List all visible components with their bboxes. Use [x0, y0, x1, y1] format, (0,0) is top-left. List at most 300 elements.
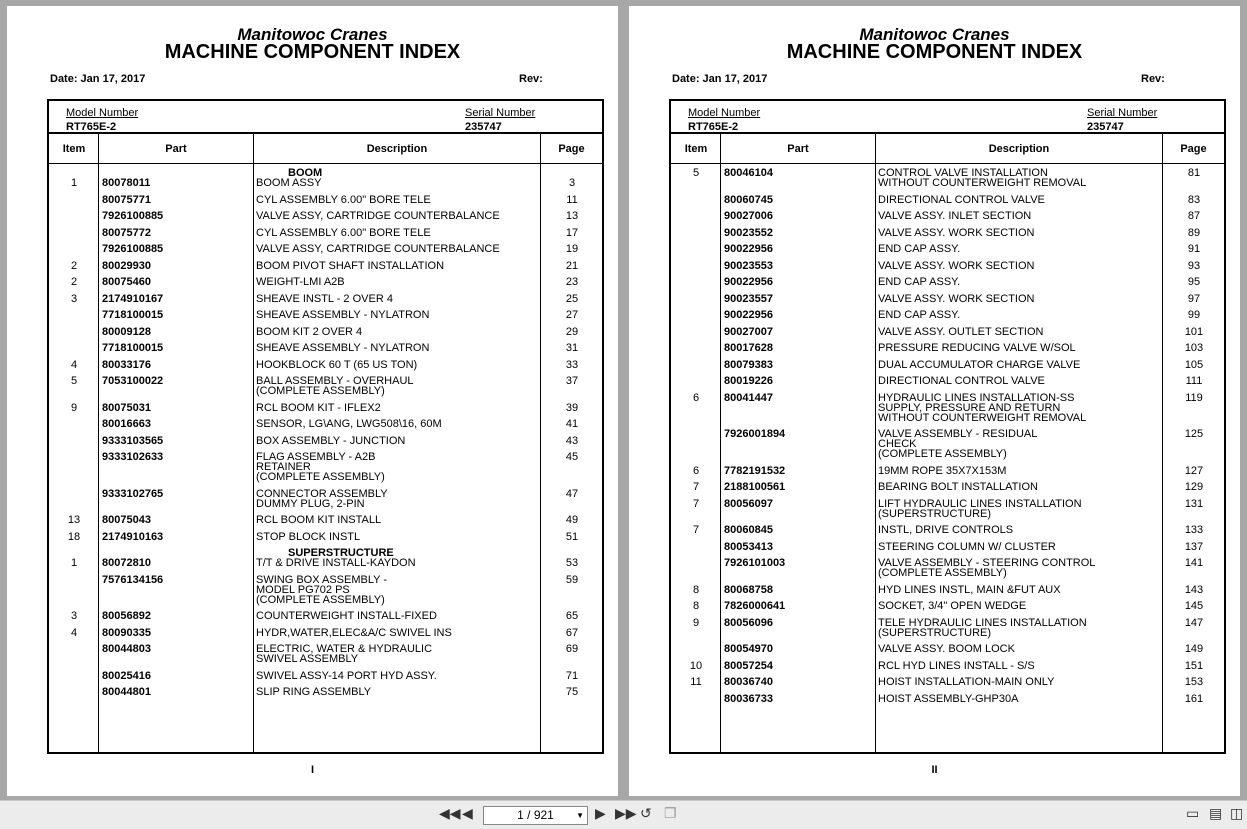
- description-line: BALL ASSEMBLY - OVERHAUL: [256, 375, 414, 387]
- table-row: [49, 310, 602, 320]
- table-row: [671, 601, 1224, 611]
- description: [256, 343, 541, 353]
- page-footer-number: II: [931, 764, 938, 776]
- part-number: 80060845: [724, 524, 773, 536]
- description-line: DIRECTIONAL CONTROL VALVE: [878, 375, 1045, 387]
- part-number: 7718100015: [102, 342, 164, 354]
- page-number: 87: [1187, 210, 1201, 222]
- page-number: 91: [1187, 243, 1201, 255]
- page-number: 37: [565, 375, 579, 387]
- date-text: Date: Jan 17, 2017: [672, 73, 768, 85]
- description-line: (SUPERSTRUCTURE): [878, 507, 992, 520]
- page-number: 153: [1184, 676, 1204, 688]
- last-page-icon[interactable]: ▶▶: [615, 805, 637, 821]
- part-number: 80025416: [102, 669, 151, 682]
- part-number: 80078011: [102, 177, 151, 189]
- table-row: [671, 466, 1224, 476]
- part-number: 80056096: [724, 616, 773, 629]
- description-line: SUPPLY, PRESSURE AND RETURN: [878, 401, 1061, 414]
- description: [878, 343, 1163, 353]
- continuous-view-icon[interactable]: ▤: [1209, 805, 1223, 821]
- description: [878, 294, 1163, 304]
- page-number: 69: [565, 643, 579, 655]
- part-number: 7926101003: [724, 557, 786, 569]
- description-line: FLAG ASSEMBLY - A2B: [256, 451, 376, 463]
- part-number: 80036740: [724, 676, 773, 688]
- item-number: 8: [692, 600, 700, 612]
- page-number: 131: [1184, 497, 1204, 510]
- part-number: 80075772: [102, 226, 151, 239]
- table-row: [671, 294, 1224, 304]
- description: [878, 644, 1163, 654]
- col-header-part: Part: [787, 143, 809, 155]
- table-row: [49, 489, 602, 509]
- description-line: (COMPLETE ASSEMBLY): [878, 448, 1007, 460]
- description-line: (COMPLETE ASSEMBLY): [256, 471, 385, 483]
- description: [256, 310, 541, 320]
- table-row: [49, 360, 602, 370]
- description: [256, 532, 541, 542]
- page-number: 161: [1184, 692, 1204, 705]
- table-row: [49, 327, 602, 337]
- description-line: BOOM ASSY: [256, 177, 322, 189]
- description: [256, 178, 541, 188]
- part-number: 80068758: [724, 583, 773, 596]
- part-number: 80044801: [102, 686, 151, 698]
- prev-page-icon[interactable]: ◀: [462, 805, 473, 821]
- col-header-description: Description: [988, 143, 1050, 155]
- col-header-part: Part: [165, 143, 187, 155]
- page-number: 81: [1187, 167, 1201, 179]
- description: [256, 403, 541, 413]
- description-line: RCL BOOM KIT - IFLEX2: [256, 401, 381, 414]
- item-number: 4: [70, 626, 78, 639]
- page-number: 31: [565, 342, 579, 354]
- serial-number-value: 235747: [1087, 121, 1124, 133]
- page-number: 65: [565, 610, 579, 622]
- description-line: WEIGHT-LMI A2B: [256, 276, 345, 288]
- part-number: 7926100885: [102, 243, 164, 255]
- description: [256, 575, 541, 605]
- page-number: 43: [565, 434, 579, 447]
- page-number: 13: [565, 210, 579, 222]
- page-number: 29: [565, 325, 579, 338]
- description: [878, 168, 1163, 188]
- description: [878, 542, 1163, 552]
- description: [256, 376, 541, 396]
- facing-view-icon[interactable]: ◫: [1230, 805, 1244, 821]
- col-header-description: Description: [366, 143, 428, 155]
- description-line: BEARING BOLT INSTALLATION: [878, 481, 1038, 493]
- part-number: 7053100022: [102, 375, 164, 387]
- description-line: CONTROL VALVE INSTALLATION: [878, 167, 1048, 179]
- page-number: 71: [565, 669, 579, 682]
- item-number: 3: [70, 610, 78, 622]
- description: [256, 277, 541, 287]
- document-page-1: [7, 6, 618, 796]
- part-number: 90022956: [724, 309, 773, 321]
- item-number: 3: [70, 292, 78, 305]
- description: [256, 244, 541, 254]
- table-row: [671, 211, 1224, 221]
- table-row: [49, 611, 602, 621]
- model-number-label: Model Number: [688, 107, 761, 119]
- page-number: 39: [565, 401, 579, 414]
- description-line: WITHOUT COUNTERWEIGHT REMOVAL: [878, 177, 1087, 189]
- table-row: [671, 677, 1224, 687]
- part-number: 80054970: [724, 643, 773, 655]
- model-number-value: RT765E-2: [66, 121, 117, 133]
- page-number: 103: [1184, 342, 1204, 354]
- table-row: [671, 228, 1224, 238]
- page-number: 143: [1184, 583, 1204, 596]
- item-number: 2: [70, 276, 78, 288]
- description-line: VALVE ASSY. WORK SECTION: [878, 226, 1035, 239]
- table-row: [671, 195, 1224, 205]
- item-number: 1: [70, 177, 78, 189]
- item-number: 7: [692, 481, 700, 493]
- table-row: [49, 687, 602, 697]
- item-number: 4: [70, 358, 78, 371]
- component-table: [47, 132, 604, 754]
- part-number: 9333102765: [102, 487, 164, 500]
- description-line: (SUPERSTRUCTURE): [878, 626, 992, 639]
- description-line: VALVE ASSEMBLY - RESIDUAL: [878, 428, 1038, 440]
- item-number: 6: [692, 391, 700, 404]
- description: [878, 585, 1163, 595]
- description-line: HYDR,WATER,ELEC&A/C SWIVEL INS: [256, 626, 452, 639]
- page-number: 25: [565, 292, 579, 305]
- description-line: CHECK: [878, 438, 917, 450]
- description-line: WITHOUT COUNTERWEIGHT REMOVAL: [878, 411, 1087, 424]
- chevron-down-icon[interactable]: ▼: [576, 811, 584, 820]
- table-row: [49, 558, 602, 568]
- page-indicator-text: 1 / 921: [517, 808, 554, 822]
- description-line: SHEAVE INSTL - 2 OVER 4: [256, 292, 393, 305]
- page-number: 3: [568, 177, 576, 189]
- part-number: 90023553: [724, 259, 773, 272]
- part-number: 9333103565: [102, 434, 164, 447]
- table-row: [671, 310, 1224, 320]
- item-number: 11: [690, 676, 702, 688]
- part-number: 80053413: [724, 540, 773, 553]
- description: [878, 261, 1163, 271]
- description-line: STOP BLOCK INSTL: [256, 530, 361, 543]
- item-number: 5: [70, 375, 78, 387]
- table-row: [671, 393, 1224, 423]
- viewer-toolbar: [0, 800, 1247, 829]
- page-number: 17: [565, 226, 579, 239]
- description: [878, 277, 1163, 287]
- description-line: DUAL ACCUMULATOR CHARGE VALVE: [878, 358, 1081, 371]
- page-title: MACHINE COMPONENT INDEX: [786, 41, 1083, 63]
- description-line: RCL HYD LINES INSTALL - S/S: [878, 659, 1035, 672]
- table-row: [671, 327, 1224, 337]
- part-number: 7576134156: [102, 573, 164, 586]
- table-row: [49, 195, 602, 205]
- table-row: [671, 376, 1224, 386]
- table-row: [671, 168, 1224, 188]
- description: [256, 687, 541, 697]
- page-number: 125: [1184, 428, 1204, 440]
- description: [256, 436, 541, 446]
- item-number: 7: [692, 497, 700, 510]
- description: [878, 694, 1163, 704]
- table-row: [49, 515, 602, 525]
- table-row: [671, 482, 1224, 492]
- part-number: 90022956: [724, 276, 773, 288]
- table-row: [49, 628, 602, 638]
- part-number: 80036733: [724, 692, 773, 705]
- part-number: 80033176: [102, 358, 151, 371]
- table-row: [671, 558, 1224, 578]
- table-row: [49, 452, 602, 482]
- description: [878, 482, 1163, 492]
- description: [256, 628, 541, 638]
- part-number: 90027006: [724, 210, 773, 222]
- description-line: VALVE ASSY. BOOM LOCK: [878, 643, 1015, 655]
- description: [878, 310, 1163, 320]
- page-number: 111: [1185, 375, 1203, 387]
- table-row: [49, 244, 602, 254]
- description-line: LIFT HYDRAULIC LINES INSTALLATION: [878, 497, 1082, 510]
- description: [878, 327, 1163, 337]
- description-line: DUMMY PLUG, 2-PIN: [256, 497, 365, 510]
- table-row: [49, 403, 602, 413]
- description: [256, 611, 541, 621]
- description: [878, 376, 1163, 386]
- description-line: (COMPLETE ASSEMBLY): [878, 567, 1007, 579]
- description-line: END CAP ASSY.: [878, 276, 961, 288]
- page-number: 27: [565, 309, 579, 321]
- part-number: 80075031: [102, 401, 151, 414]
- table-row: [49, 228, 602, 238]
- company-name: Manitowoc Cranes: [237, 25, 388, 44]
- page-number: 49: [565, 514, 579, 526]
- part-number: 80019226: [724, 375, 773, 387]
- description: [878, 661, 1163, 671]
- description-line: BOOM PIVOT SHAFT INSTALLATION: [256, 259, 445, 272]
- description: [878, 211, 1163, 221]
- description-line: RCL BOOM KIT INSTALL: [256, 514, 382, 526]
- section-title: SUPERSTRUCTURE: [288, 547, 394, 559]
- table-row: [49, 277, 602, 287]
- item-number: 7: [692, 524, 700, 536]
- part-number: 7926100885: [102, 210, 164, 222]
- description-line: SENSOR, LG\ANG, LWG508\16, 60M: [256, 418, 442, 430]
- table-row: [49, 644, 602, 664]
- description-line: VALVE ASSY. INLET SECTION: [878, 210, 1032, 222]
- component-table: [669, 132, 1226, 754]
- table-row: [671, 694, 1224, 704]
- table-row: [49, 211, 602, 221]
- table-row: [49, 436, 602, 446]
- part-number: 90023557: [724, 292, 773, 305]
- first-page-icon[interactable]: ◀◀: [439, 805, 461, 821]
- page-number-input[interactable]: [483, 806, 588, 825]
- page-number: 93: [1187, 259, 1201, 272]
- description: [878, 601, 1163, 611]
- page-number: 151: [1184, 659, 1204, 672]
- description: [256, 671, 541, 681]
- part-number: 80029930: [102, 259, 151, 272]
- description: [878, 360, 1163, 370]
- page-number: 83: [1187, 193, 1201, 206]
- description: [256, 419, 541, 429]
- page-number: 53: [565, 557, 579, 569]
- description-line: HYDRAULIC LINES INSTALLATION-SS: [878, 391, 1075, 404]
- description: [256, 294, 541, 304]
- description-line: T/T & DRIVE INSTALL-KAYDON: [256, 557, 416, 569]
- page-title: MACHINE COMPONENT INDEX: [164, 41, 461, 63]
- description: [878, 195, 1163, 205]
- description: [878, 677, 1163, 687]
- description-line: (COMPLETE ASSEMBLY): [256, 593, 385, 606]
- part-number: 80060745: [724, 193, 773, 206]
- description-line: SWIVEL ASSEMBLY: [256, 653, 359, 665]
- description-line: SLIP RING ASSEMBLY: [256, 686, 372, 698]
- table-rows: [49, 168, 602, 704]
- description: [256, 515, 541, 525]
- page-number: 119: [1185, 391, 1203, 404]
- part-number: 80072810: [102, 557, 151, 569]
- part-number: 80017628: [724, 342, 773, 354]
- description-line: INSTL, DRIVE CONTROLS: [878, 524, 1014, 536]
- rotate-icon[interactable]: ↺: [640, 805, 652, 821]
- table-row: [671, 244, 1224, 254]
- serial-number-value: 235747: [465, 121, 502, 133]
- page-number: 59: [565, 573, 579, 586]
- page-number: 105: [1184, 358, 1204, 371]
- part-number: 80041447: [724, 391, 773, 404]
- table-row: [49, 376, 602, 396]
- table-row: [671, 661, 1224, 671]
- page-number: 145: [1184, 600, 1204, 612]
- rev-label: Rev:: [519, 73, 543, 85]
- page-number: 101: [1184, 325, 1204, 338]
- part-number: 7826000641: [724, 600, 786, 612]
- next-page-icon[interactable]: ▶: [595, 805, 606, 821]
- description-line: VALVE ASSY, CARTRIDGE COUNTERBALANCE: [256, 243, 500, 255]
- table-row: [671, 277, 1224, 287]
- description-line: BOX ASSEMBLY - JUNCTION: [256, 434, 406, 447]
- description-line: TELE HYDRAULIC LINES INSTALLATION: [878, 616, 1087, 629]
- page-number: 19: [565, 243, 579, 255]
- item-number: 9: [692, 616, 700, 629]
- page-number: 41: [565, 418, 579, 430]
- table-row: [671, 499, 1224, 519]
- page-number: 51: [565, 530, 579, 543]
- page-number: 67: [565, 626, 579, 639]
- part-number: 80044803: [102, 643, 151, 655]
- description: [256, 644, 541, 664]
- part-number: 2174910167: [102, 292, 164, 305]
- table-rows: [671, 168, 1224, 710]
- table-row: [49, 671, 602, 681]
- part-number: 7718100015: [102, 309, 164, 321]
- description-line: VALVE ASSY. WORK SECTION: [878, 292, 1035, 305]
- description-line: SHEAVE ASSEMBLY - NYLATRON: [256, 309, 430, 321]
- table-row: [49, 261, 602, 271]
- page-number: 147: [1184, 616, 1204, 629]
- model-number-value: RT765E-2: [688, 121, 739, 133]
- part-number: 90027007: [724, 325, 773, 338]
- description: [878, 429, 1163, 459]
- item-number: 5: [692, 167, 700, 179]
- part-number: 2174910163: [102, 530, 164, 543]
- description-line: SWIVEL ASSY-14 PORT HYD ASSY.: [256, 669, 437, 682]
- item-number: 6: [692, 464, 700, 477]
- part-number: 80075460: [102, 276, 151, 288]
- description-line: HOIST INSTALLATION-MAIN ONLY: [878, 676, 1055, 688]
- serial-number-label: Serial Number: [465, 107, 536, 119]
- description-line: HYD LINES INSTL, MAIN &FUT AUX: [878, 583, 1061, 596]
- table-row: [49, 178, 602, 188]
- table-row: [49, 294, 602, 304]
- table-row: [49, 419, 602, 429]
- description: [878, 618, 1163, 638]
- company-name: Manitowoc Cranes: [859, 25, 1010, 44]
- table-row: [671, 261, 1224, 271]
- single-page-view-icon[interactable]: ▭: [1186, 805, 1200, 821]
- table-row: [49, 343, 602, 353]
- description-line: CYL ASSEMBLY 6.00" BORE TELE: [256, 226, 431, 239]
- description: [256, 327, 541, 337]
- description: [878, 466, 1163, 476]
- description-line: END CAP ASSY.: [878, 243, 961, 255]
- part-number: 80016663: [102, 418, 151, 430]
- table-row: [671, 343, 1224, 353]
- part-number: 80056892: [102, 610, 151, 622]
- description: [256, 195, 541, 205]
- table-row: [49, 532, 602, 542]
- item-number: 1: [70, 557, 78, 569]
- description: [256, 360, 541, 370]
- part-number: 80009128: [102, 325, 151, 338]
- part-number: 7926001894: [724, 428, 786, 440]
- item-number: 10: [689, 659, 703, 672]
- description-line: ELECTRIC, WATER & HYDRAULIC: [256, 643, 433, 655]
- col-header-item: Item: [684, 143, 708, 155]
- part-number: 80079383: [724, 358, 773, 371]
- description-line: SOCKET, 3/4" OPEN WEDGE: [878, 600, 1027, 612]
- rev-label: Rev:: [1141, 73, 1165, 85]
- table-row: [671, 525, 1224, 535]
- model-number-label: Model Number: [66, 107, 139, 119]
- table-row: [671, 429, 1224, 459]
- description-line: CONNECTOR ASSEMBLY: [256, 487, 388, 500]
- description-line: VALVE ASSY. WORK SECTION: [878, 259, 1035, 272]
- description: [256, 558, 541, 568]
- page-footer-number: I: [310, 764, 315, 776]
- page-number: 89: [1187, 226, 1201, 239]
- part-number: 90022956: [724, 243, 773, 255]
- page-number: 127: [1184, 464, 1204, 477]
- description-line: HOIST ASSEMBLY-GHP30A: [878, 692, 1019, 705]
- description-line: STEERING COLUMN W/ CLUSTER: [878, 540, 1056, 553]
- description-line: CYL ASSEMBLY 6.00" BORE TELE: [256, 193, 431, 206]
- col-header-page: Page: [558, 143, 585, 155]
- description-line: (COMPLETE ASSEMBLY): [256, 385, 385, 397]
- description-line: MODEL PG702 PS: [256, 583, 350, 596]
- item-number: 8: [692, 583, 700, 596]
- description-line: VALVE ASSY, CARTRIDGE COUNTERBALANCE: [256, 210, 500, 222]
- page-number: 97: [1187, 292, 1201, 305]
- copy-icon[interactable]: ❐: [664, 805, 677, 821]
- item-number: 13: [67, 514, 81, 526]
- part-number: 2188100561: [724, 481, 786, 493]
- table-row: [671, 542, 1224, 552]
